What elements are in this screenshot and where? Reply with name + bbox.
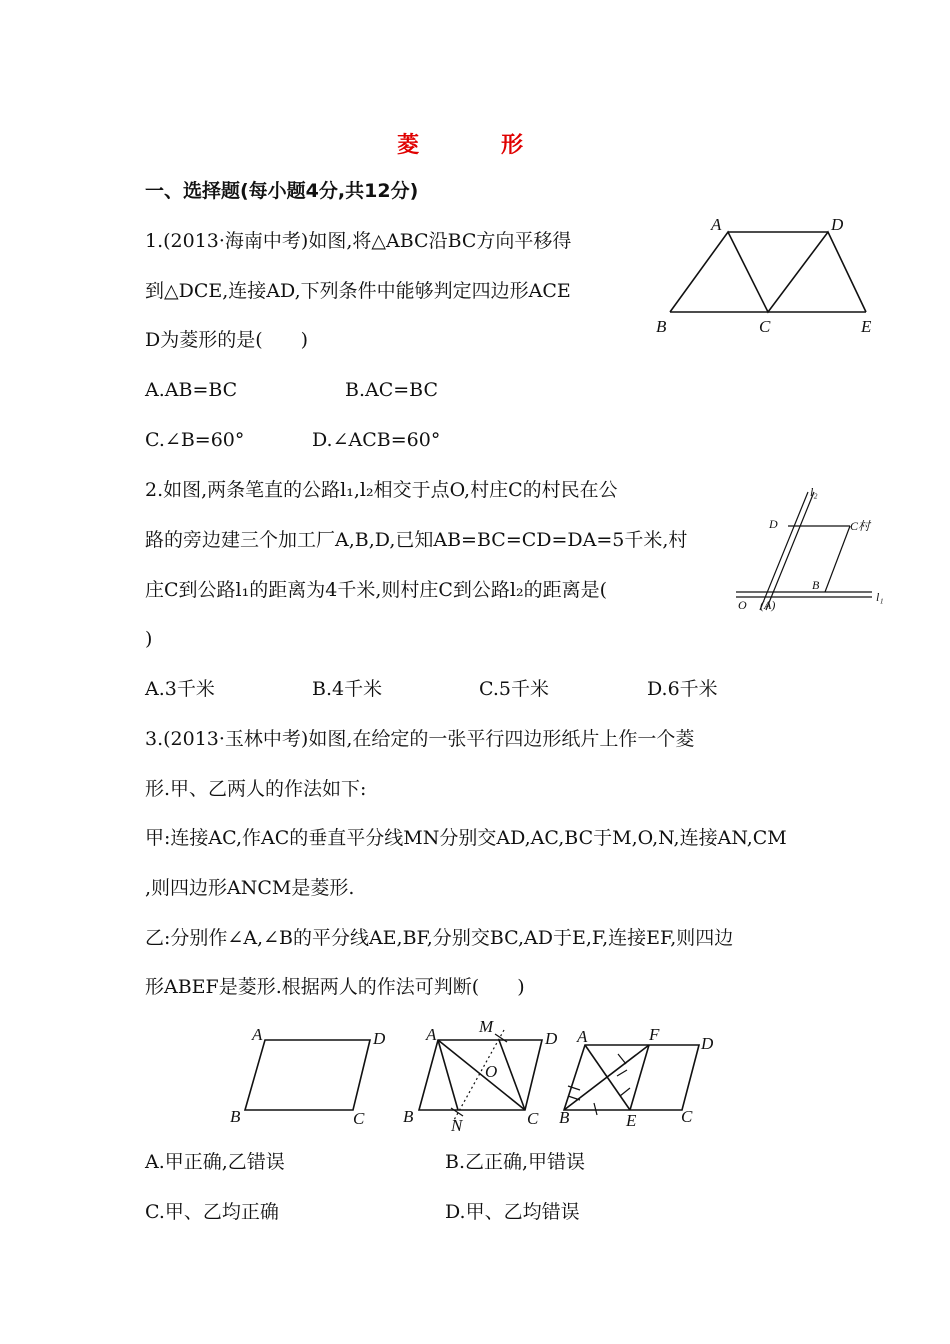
q3-line-1: 3.(2013·玉林中考)如图,在给定的一张平行四边形纸片上作一个菱 [145, 728, 695, 750]
q2-option-d[interactable]: D.6千米 [647, 678, 718, 700]
q3-option-d[interactable]: D.甲、乙均错误 [445, 1201, 580, 1223]
q2-option-b[interactable]: B.4千米 [312, 678, 383, 700]
q2-label-l1: l₁ [876, 590, 884, 604]
q2-option-a[interactable]: A.3千米 [145, 678, 215, 700]
q3-fig2-label-a: A [426, 1025, 437, 1044]
q2-line-1: 2.如图,两条笔直的公路l₁,l₂相交于点O,村庄C的村民在公 [145, 479, 618, 501]
q3-fig2-label-o: O [485, 1062, 498, 1081]
q3-fig3-label-f: F [649, 1025, 660, 1044]
q2-option-c[interactable]: C.5千米 [479, 678, 549, 700]
q3-fig3-label-e: E [626, 1111, 637, 1130]
q3-line-2: 形.甲、乙两人的作法如下: [145, 778, 367, 800]
page-title: 菱 形 [396, 133, 553, 158]
q1-option-a[interactable]: A.AB=BC [145, 379, 238, 401]
q1-option-c[interactable]: C.∠B=60° [145, 429, 245, 451]
q3-fig3-label-d: D [701, 1034, 714, 1053]
q2-line-4: ) [145, 628, 153, 650]
q1-option-b[interactable]: B.AC=BC [345, 379, 439, 401]
q2-label-b: B [812, 578, 820, 592]
q3-fig2-label-c: C [527, 1109, 539, 1128]
q1-label-e: E [861, 317, 872, 336]
q1-label-d: D [831, 215, 844, 234]
q3-line-4: ,则四边形ANCM是菱形. [145, 877, 355, 899]
q3-fig1-label-d: D [373, 1029, 386, 1048]
q3-fig2-label-m: M [479, 1017, 494, 1036]
q3-fig2-label-b: B [403, 1107, 414, 1126]
q3-line-5: 乙:分别作∠A,∠B的平分线AE,BF,分别交BC,AD于E,F,连接EF,则四边 [145, 927, 734, 949]
q3-line-6: 形ABEF是菱形.根据两人的作法可判断( ) [145, 976, 525, 998]
q3-fig2-label-d: D [545, 1029, 558, 1048]
q3-figures [225, 1018, 725, 1133]
q1-line-2: 到△DCE,连接AD,下列条件中能够判定四边形ACE [145, 280, 571, 302]
q3-fig3-label-a: A [577, 1027, 588, 1046]
q2-label-d: D [769, 517, 778, 531]
q3-fig1-label-a: A [252, 1025, 263, 1044]
q3-fig1-label-b: B [230, 1107, 241, 1126]
q2-label-a: (A) [760, 598, 776, 612]
q1-label-b: B [656, 317, 667, 336]
q2-figure [730, 480, 895, 630]
q2-line-3: 庄C到公路l₁的距离为4千米,则村庄C到公路l₂的距离是( [145, 579, 608, 601]
q3-fig1-label-c: C [353, 1109, 365, 1128]
q3-option-c[interactable]: C.甲、乙均正确 [145, 1201, 279, 1223]
section-heading: 一、选择题(每小题4分,共12分) [145, 180, 419, 202]
q1-label-c: C [759, 317, 771, 336]
q2-line-2: 路的旁边建三个加工厂A,B,D,已知AB=BC=CD=DA=5千米,村 [145, 529, 688, 551]
q1-line-1: 1.(2013·海南中考)如图,将△ABC沿BC方向平移得 [145, 230, 572, 252]
q3-fig2-label-n: N [451, 1116, 463, 1135]
q3-option-a[interactable]: A.甲正确,乙错误 [145, 1151, 285, 1173]
q2-label-o: O [738, 598, 747, 612]
q3-fig3-label-b: B [559, 1108, 570, 1127]
q2-label-c: C村 [850, 519, 871, 533]
q1-figure [650, 212, 890, 342]
q1-option-d[interactable]: D.∠ACB=60° [312, 429, 441, 451]
q1-label-a: A [711, 215, 722, 234]
q3-line-3: 甲:连接AC,作AC的垂直平分线MN分别交AD,AC,BC于M,O,N,连接AN,CM [145, 827, 787, 849]
q1-line-3: D为菱形的是( ) [145, 329, 309, 351]
q3-option-b[interactable]: B.乙正确,甲错误 [445, 1151, 586, 1173]
q3-fig3-label-c: C [681, 1107, 693, 1126]
q2-label-l2: l₂ [810, 485, 818, 499]
